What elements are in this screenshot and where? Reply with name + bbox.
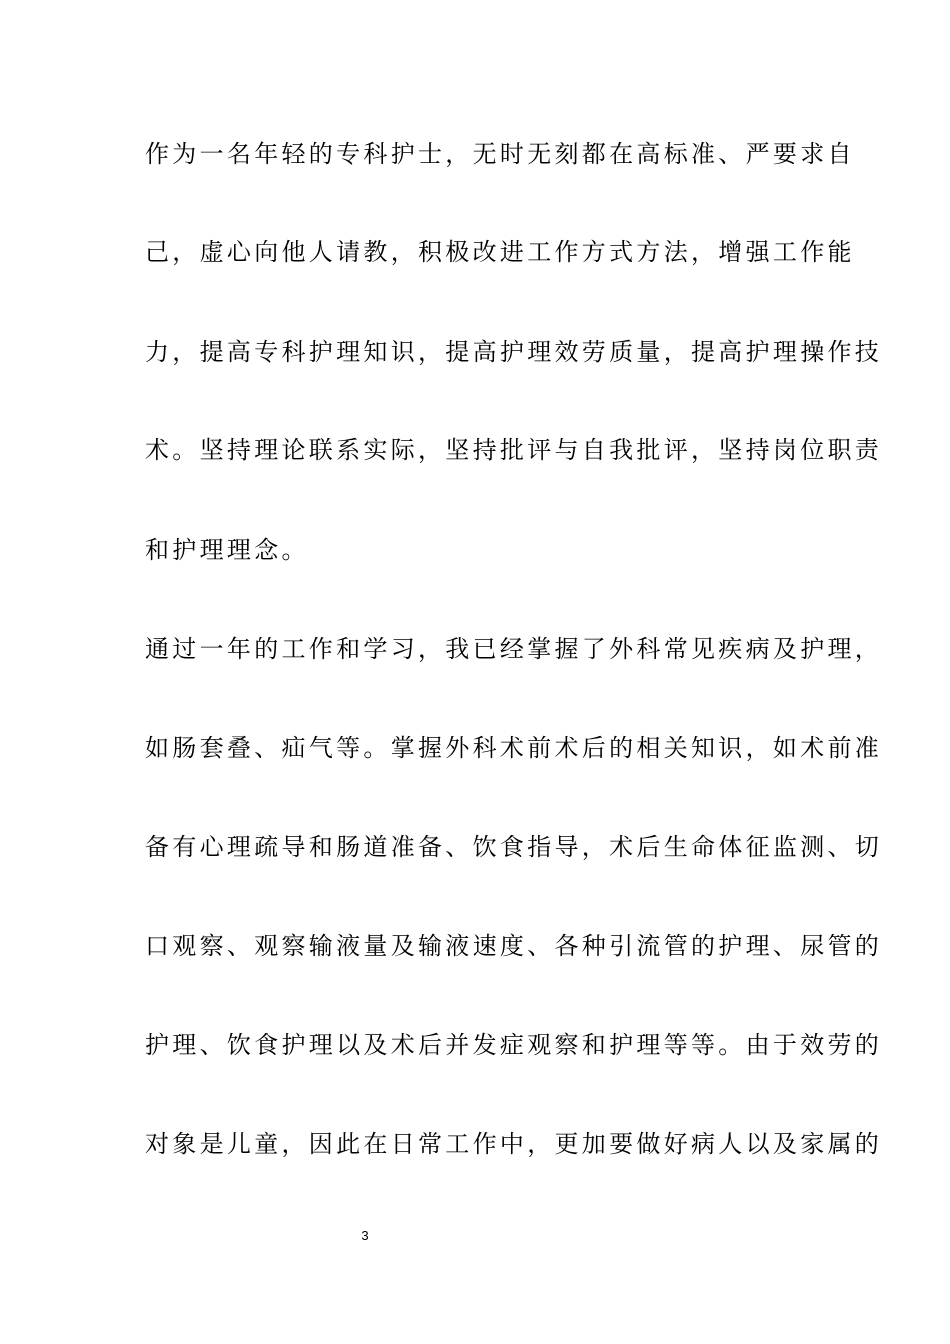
text-line: 护理、饮食护理以及术后并发症观察和护理等等。由于效劳的 (145, 1031, 883, 1059)
text-line: 己，虚心向他人请教，积极改进工作方式方法，增强工作能 (145, 238, 855, 266)
text-line: 力，提高专科护理知识，提高护理效劳质量，提高护理操作技 (145, 338, 883, 366)
text-line: 口观察、观察输液量及输液速度、各种引流管的护理、尿管的 (145, 932, 883, 960)
text-line: 术。坚持理论联系实际，坚持批评与自我批评，坚持岗位职责 (145, 436, 883, 464)
text-line: 通过一年的工作和学习，我已经掌握了外科常见疾病及护理， (145, 635, 883, 663)
text-line: 对象是儿童，因此在日常工作中，更加要做好病人以及家属的 (145, 1130, 883, 1158)
text-line: 如肠套叠、疝气等。掌握外科术前术后的相关知识，如术前准 (145, 734, 883, 762)
text-line: 备有心理疏导和肠道准备、饮食指导，术后生命体征监测、切 (145, 833, 883, 861)
text-line: 作为一名年轻的专科护士，无时无刻都在高标准、严要求自 (145, 140, 855, 168)
page-number: 3 (361, 1228, 369, 1243)
text-line: 和护理理念。 (145, 536, 309, 564)
